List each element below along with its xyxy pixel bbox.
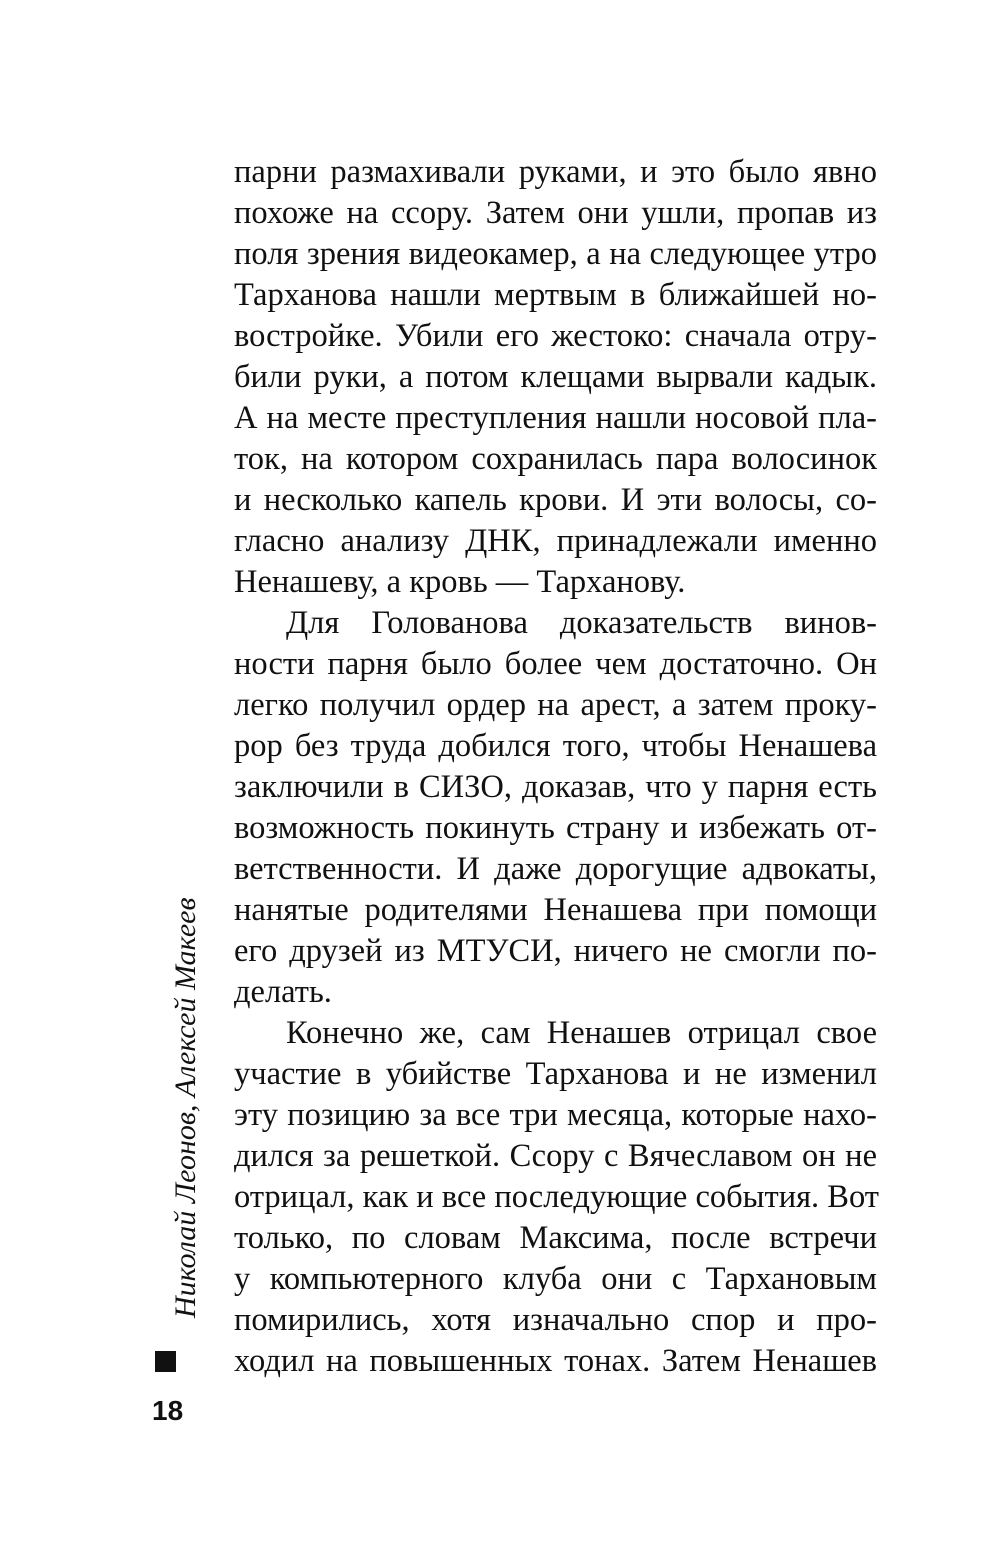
text-line: Конечно же, сам Ненашев отрицал свое (286, 1015, 877, 1051)
paragraph-3 (234, 1013, 877, 1382)
text-line: Для Голованова доказательств винов- (286, 605, 877, 641)
square-marker-icon (155, 1351, 176, 1372)
text-line: у компьютерного клуба они с Тархановым (234, 1261, 877, 1297)
text-line: эту позицию за все три месяца, которые нахо- (234, 1097, 877, 1133)
text-line: дился за решеткой. Ссору с Вячеславом он не (234, 1138, 877, 1174)
text-line: помирились, хотя изначально спор и про- (234, 1302, 877, 1338)
text-line: Тарханова нашли мертвым в ближайшей но- (234, 277, 877, 313)
text-line: ходил на повышенных тонах. Затем Ненашев (234, 1343, 877, 1379)
paragraph-2 (234, 603, 877, 1013)
text-line: делать. (234, 974, 332, 1010)
text-line: и несколько капель крови. И эти волосы, со- (234, 482, 877, 518)
paragraph-1 (234, 152, 877, 603)
text-line: его друзей из МТУСИ, ничего не смогли по- (234, 933, 877, 969)
text-line: ток, на котором сохранилась пара волосинок (234, 441, 877, 477)
text-line: поля зрения видеокамер, а на следующее утро (234, 236, 877, 272)
text-line: ветственности. И даже дорогущие адвокаты, (234, 851, 877, 887)
text-line: нанятые родителями Ненашева при помощи (234, 892, 877, 928)
page-number: 18 (152, 1395, 184, 1426)
text-line: били руки, а потом клещами вырвали кадык. (234, 359, 877, 395)
text-line: Ненашеву, а кровь — Тарханову. (234, 564, 686, 600)
text-line: парни размахивали руками, и это было явно (234, 154, 877, 190)
text-line: А на месте преступления нашли носовой пла- (234, 400, 877, 436)
running-head-authors: Николай Леонов, Алексей Макеев (169, 897, 202, 1318)
text-line: востройке. Убили его жестоко: сначала отру- (234, 318, 877, 354)
text-line: гласно анализу ДНК, принадлежали именно (234, 523, 877, 559)
text-line: заключили в СИЗО, доказав, что у парня есть (234, 769, 877, 805)
text-line: отрицал, как и все последующие события. Вот (234, 1179, 879, 1215)
body-text (234, 152, 877, 1382)
text-line: похоже на ссору. Затем они ушли, пропав из (234, 195, 877, 231)
text-line: участие в убийстве Тарханова и не изменил (234, 1056, 877, 1092)
text-line: только, по словам Максима, после встречи (234, 1220, 877, 1256)
text-line: легко получил ордер на арест, а затем проку- (234, 687, 877, 723)
text-line: возможность покинуть страну и избежать от- (234, 810, 877, 846)
text-line: рор без труда добился того, чтобы Ненашева (234, 728, 877, 764)
text-line: ности парня было более чем достаточно. Он (234, 646, 877, 682)
